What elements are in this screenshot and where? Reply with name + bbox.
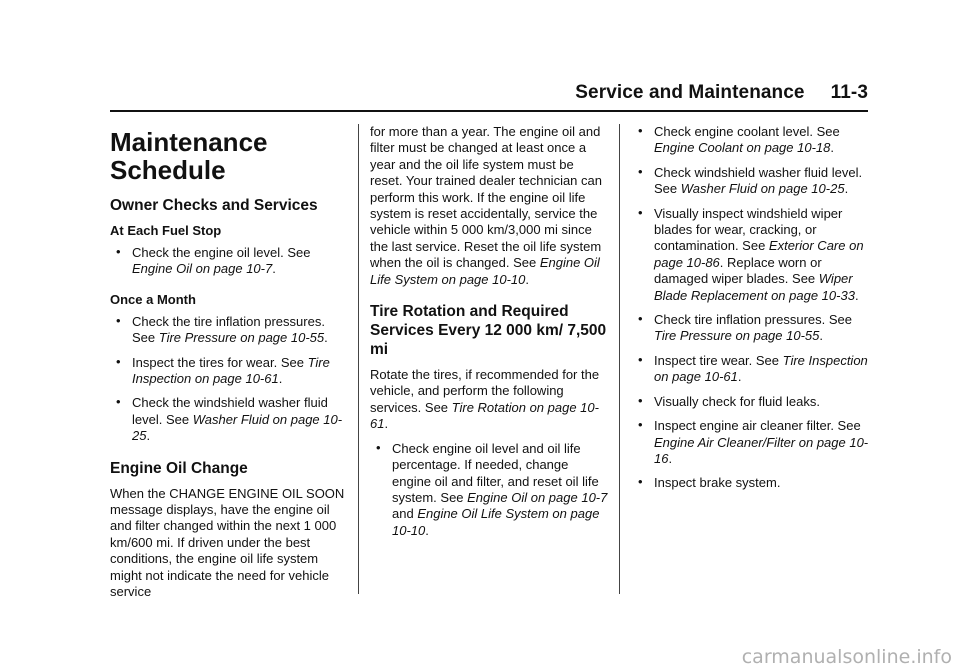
bullet-icon: • [638,417,643,433]
section-title-line: Maintenance [110,127,268,157]
rotation-heading: Tire Rotation and Required Services Every 12 000 km/ 7,500 mi [370,303,607,359]
page-reference: Engine Oil on page 10-7 [467,489,608,505]
page-reference: Tire Inspection on page 10-61 [654,352,868,385]
page-reference: Tire Pressure on page 10-55 [654,328,820,344]
column-1 [110,124,348,609]
column-2 [370,124,608,547]
monthly-list [110,314,348,445]
subsection-heading: Owner Checks and Services [110,197,318,214]
list-item: • Visually check for fluid leaks. [638,392,820,409]
column-divider [358,124,359,594]
column-divider [619,124,620,594]
fuel-stop-heading: At Each Fuel Stop [110,223,222,238]
bullet-icon: • [638,392,643,408]
service-list [632,124,870,492]
rotation-paragraph: Rotate the tires, if recommended for the vehicle, and perform the following services. See Tire Rotation on page 10-61. [370,367,600,432]
page-reference: Engine Coolant on page 10-18 [654,140,831,156]
bullet-icon: • [638,351,643,367]
section-title [110,128,348,184]
page-reference: Tire Rotation on page 10-61 [370,399,599,432]
column-3 [632,124,870,500]
list-item: • Check the engine oil level. See Engine Oil on page 10-7. [116,244,311,277]
page-reference: Washer Fluid on page 10-25 [680,181,845,197]
page-reference: Engine Oil Life System on page 10-10 [392,506,600,538]
section-title-line: Schedule [110,155,226,185]
bullet-icon: • [116,312,121,328]
bullet-icon: • [116,353,121,369]
list-item: • Visually inspect windshield wiper blades for wear, cracking, or contamination. See Exterior Care on page 10-86. Replace worn or damaged wiper blades. See Wiper Blade Replacement on page 10-33. [638,204,864,303]
oil-change-paragraph: When the CHANGE ENGINE OIL SOON message displays, have the engine oil and filter changed within the next 1 000 km/600 mi. If driven under the best conditions, the engine oil life system might not indicate the need for vehicle service [110,485,345,600]
page-reference: Engine Air Cleaner/Filter on page 10-16 [654,434,869,466]
page-number: 11-3 [830,82,868,103]
month-heading: Once a Month [110,291,196,307]
bullet-icon: • [638,163,643,179]
list-item: • Check engine coolant level. See Engine Coolant on page 10-18. [638,123,840,156]
continued-paragraph: for more than a year. The engine oil and filter must be changed at least once a year and the oil life system must be reset. Your trained dealer technician can perform this work. If the engine oil life system is reset accidentally, service the vehicle within 5 000 km/3,000 mi since the last service. Reset the oil life system when the oil is changed. See Engine Oil Life System on page 10-10. [370,124,602,287]
page-reference: Exterior Care on page 10-86 [654,238,864,270]
page-reference: Engine Oil on page 10-7 [132,261,273,277]
list-item: • Check tire inflation pressures. See Tire Pressure on page 10-55. [638,311,852,344]
bullet-icon: • [116,244,121,259]
bullet-icon: • [376,439,381,455]
list-item: • Inspect engine air cleaner filter. See Engine Air Cleaner/Filter on page 10-16. [638,417,869,466]
list-item: • Check the windshield washer fluid level. See Washer Fluid on page 10-25. [116,394,343,444]
bullet-icon: • [638,311,643,327]
bullet-icon: • [638,123,643,138]
list-item: • Inspect the tires for wear. See Tire Inspection on page 10-61. [116,353,330,387]
list-item: • Check engine oil level and oil life percentage. If needed, change engine oil and filter, and reset oil life system. See Engine Oil on page 10-7 and Engine Oil Life System on page 10-10. [376,439,608,538]
header-rule [110,110,868,112]
oil-change-heading: Engine Oil Change [110,459,248,477]
rotation-list [370,441,608,539]
list-item: • Inspect brake system. [638,474,781,491]
page-header [575,82,868,104]
page-reference: Tire Inspection on page 10-61 [132,354,330,387]
list-item: • Check windshield washer fluid level. See Washer Fluid on page 10-25. [638,163,863,197]
list-item: • Check the tire inflation pressures. See Tire Pressure on page 10-55. [116,312,328,346]
bullet-icon: • [638,204,643,220]
page-reference: Washer Fluid on page 10-25 [132,411,343,444]
watermark: carmanualsonline.info [741,646,952,668]
header-title: Service and Maintenance [575,82,805,103]
fuel-stop-list [110,245,348,278]
page-reference: Engine Oil Life System on page 10-10 [370,255,600,287]
bullet-icon: • [638,474,643,490]
list-item: • Inspect tire wear. See Tire Inspection on page 10-61. [638,351,868,385]
page-reference: Tire Pressure on page 10-55 [158,330,325,346]
page-reference: Wiper Blade Replacement on page 10-33 [654,271,855,303]
bullet-icon: • [116,394,121,410]
